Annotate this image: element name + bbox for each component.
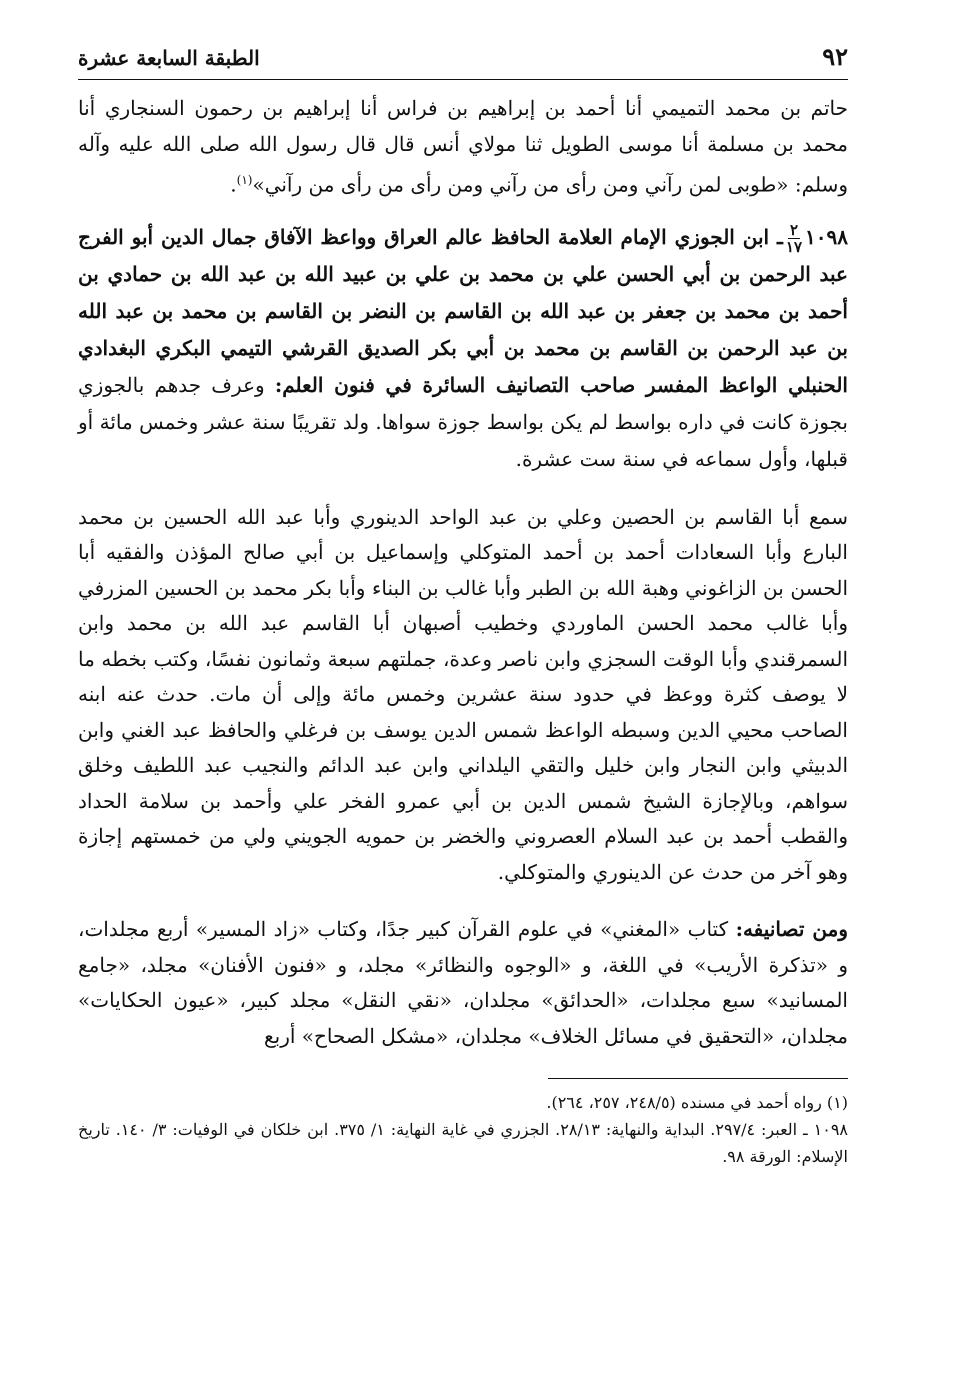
footnote-1: (١) رواه أحمد في مسنده (٢٤٨/٥، ٢٥٧، ٢٦٤). bbox=[546, 1093, 848, 1113]
paragraph-narrators: سمع أبا القاسم بن الحصين وعلي بن عبد الواحد الدينوري وأبا عبد الله الحسين بن محمد البارع وأبا السعادات أحمد بن أحمد المتوكلي وإسماعيل بن أبي صالح المؤذن والفقيه أبا الحسن بن الزاغوني وهبة الله بن الطبر وأبا غالب بن البناء وأبا بكر محمد بن الحسين المزرفي وأبا غالب محمد الحسن الماوردي وخطيب أصبهان أبا القاسم عبد الله بن محمد وابن السمرقندي وأبا الوقت السجزي وابن ناصر وعدة، جملتهم سبعة وثمانون نفسًا، وكتب بخطه ما لا يوصف كثرة ووعظ في حدود سنة عشرين وخمس مائة وإلى أن مات. حدث عنه ابنه الصاحب محيي الدين وسبطه الواعظ شمس الدين يوسف بن فرغلي والحافظ عبد الغني وابن الدبيثي وابن النجار وابن خليل والتقي اليلداني وابن عبد الدائم والنجيب عبد اللطيف وخلق سواهم، وبالإجازة الشيخ شمس الدين بن أبي عمرو الفخر علي وأحمد بن سلامة الحداد والقطب أحمد بن عبد السلام العصروني والخضر بن حمويه الجويني ولي من خمستهم إجازة وهو آخر من حدث عن الدينوري والمتوكلي. bbox=[78, 504, 848, 884]
footnote-divider bbox=[548, 1078, 848, 1079]
running-title: الطبقة السابعة عشرة bbox=[78, 46, 260, 70]
page-header bbox=[78, 36, 848, 80]
footnote-sources: ١٠٩٨ ـ العبر: ٢٩٧/٤. البداية والنهاية: ٢٨/١٣. الجزري في غاية النهاية: ١/ ٣٧٥. ابن خلكان في الوفيات: ٣/ ١٤٠. تاريخ الإسلام: الورقة ٩٨. bbox=[78, 1120, 848, 1167]
works-lead: ومن تصانيفه: bbox=[735, 917, 849, 942]
paragraph-works bbox=[78, 912, 848, 1054]
entry-body: وعرف جدهم بالجوزي بجوزة كانت في داره بواسط لم يكن بواسط جوزة سواها. ولد تقريبًا سنة عشر وخمس مائة أو قبلها، وأول سماعه في سنة ست عشرة. bbox=[78, 372, 848, 471]
footnote-marker: (١) bbox=[236, 173, 253, 187]
paragraph-hadith-chain bbox=[78, 90, 848, 203]
fraction-denominator: ١٧ bbox=[785, 237, 803, 256]
footnotes bbox=[78, 1089, 848, 1170]
entry-title: ـ ابن الجوزي الإمام العلامة الحافظ عالم العراق وواعظ الآفاق جمال الدين أبو الفرج عبد الرحمن بن أبي الحسن علي بن محمد بن علي بن عبيد الله بن عبد الله بن حمادي بن أحمد بن محمد بن جعفر بن عبد الله بن القاسم بن النضر بن القاسم بن محمد بن عبد الله بن عبد الرحمن بن القاسم بن محمد بن أبي بكر الصديق القرشي التيمي البكري البغدادي الحنبلي الواعظ المفسر صاحب التصانيف السائرة في فنون العلم: bbox=[78, 224, 848, 397]
biography-entry bbox=[78, 219, 848, 478]
page-number: ٩٢ bbox=[822, 42, 848, 71]
entry-number: ١٠٩٨ bbox=[805, 224, 848, 249]
works-text: كتاب «المغني» في علوم القرآن كبير جدًا، وكتاب «زاد المسير» أربع مجلدات، و «تذكرة الأريب» في اللغة، و «الوجوه والنظائر» مجلد، و «فنون الأفنان» مجلد، «جامع المسانيد» سبع مجلدات، «الحدائق» مجلدان، «نقي النقل» مجلد كبير، «عيون الحكايات» مجلدان، «التحقيق في مسائل الخلاف» مجلدان، «مشكل الصحاح» أربع bbox=[78, 917, 848, 1048]
book-page bbox=[78, 36, 848, 1170]
paragraph-hadith-tail: . bbox=[230, 172, 237, 197]
paragraph-hadith-text: حاتم بن محمد التميمي أنا أحمد بن إبراهيم بن فراس أنا إبراهيم بن رحمون السنجاري أنا محمد بن مسلمة أنا موسى الطويل ثنا مولاي أنس قال قال رسول الله صلى الله عليه وآله وسلم: «طوبى لمن رآني ومن رأى من رآني ومن رأى من رأى من رآني» bbox=[78, 96, 848, 197]
entry-fraction bbox=[786, 222, 802, 255]
fraction-numerator: ٢ bbox=[789, 220, 798, 239]
